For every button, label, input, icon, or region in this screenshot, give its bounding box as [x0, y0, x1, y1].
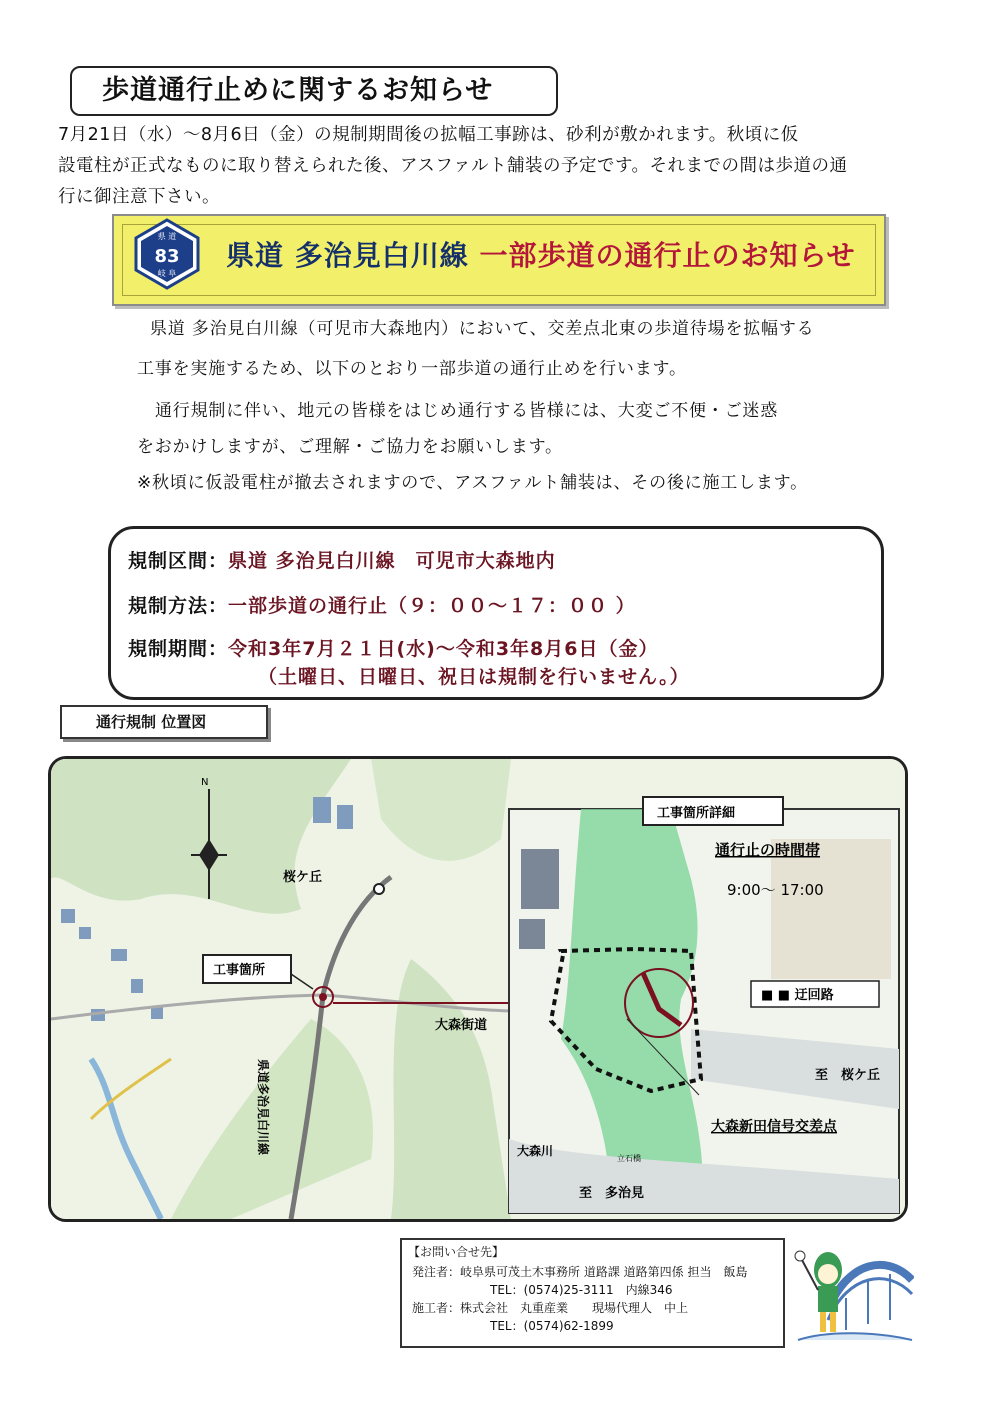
inquiry-orderer-tel: TEL：(0574)25-3111 内線346 — [490, 1283, 673, 1297]
regulation-section-label: 規制区間： — [128, 550, 229, 572]
route-label: 県道多治見白川線 — [256, 1059, 270, 1156]
notice-line: ※秋頃に仮設電柱が撤去されますので、アスファルト舗装は、その後に施工します。 — [137, 473, 808, 493]
regulation-period-label: 規制期間： — [128, 638, 229, 660]
to-tajimi: 至 多治見 — [579, 1186, 645, 1201]
location-map — [48, 756, 908, 1222]
intro-line: 7月21日（水）～8月6日（金）の規制期間後の拡幅工事跡は、砂利が敷かれます。秋頃に仮 — [58, 125, 799, 145]
intro-line: 行に御注意下さい。 — [58, 187, 220, 207]
badge-number: 83 — [154, 246, 180, 267]
regulation-method-label: 規制方法： — [128, 595, 229, 617]
time-value: 9:00～ 17:00 — [727, 881, 824, 899]
regulation-section-value: 県道 多治見白川線 可児市大森地内 — [228, 550, 556, 572]
time-title: 通行止の時間帯 — [715, 841, 821, 859]
notice-banner — [112, 214, 886, 306]
regulation-period-value: 令和3年7月２１日(水)～令和3年8月6日（金） — [228, 638, 659, 660]
map-graphic — [51, 759, 905, 1219]
map-label: 通行規制 位置図 — [60, 705, 268, 739]
regulation-section — [128, 546, 556, 573]
inquiry-contractor: 施工者：株式会社 丸重産業 現場代理人 中上 — [412, 1301, 689, 1315]
inquiry-orderer: 発注者：岐阜県可茂土木事務所 道路課 道路第四係 担当 飯島 — [412, 1265, 748, 1279]
regulation-method-value: 一部歩道の通行止（９：００～１７：００ ） — [228, 595, 636, 617]
inquiry-title: 【お問い合せ先】 — [408, 1245, 505, 1259]
banner-title-route: 県道 多治見白川線 — [226, 239, 480, 272]
intro-line: 設電柱が正式なものに取り替えられた後、アスファルト舗装の予定です。それまでの間は歩道の通 — [58, 156, 848, 176]
notice-line: をおかけしますが、ご理解・ご協力をお願いします。 — [137, 437, 563, 457]
mascot-illustration — [788, 1240, 914, 1350]
inquiry-box — [400, 1238, 785, 1348]
route-83-badge — [132, 218, 202, 290]
banner-title-notice: 一部歩道の通行止のお知らせ — [479, 239, 856, 272]
banner-title — [226, 234, 856, 274]
intro-paragraph — [58, 120, 938, 213]
page-title: 歩道通行止めに関するお知らせ — [70, 66, 558, 116]
detail-title: 工事箇所詳細 — [657, 806, 736, 821]
notice-line: 県道 多治見白川線（可児市大森地内）において、交差点北東の歩道待場を拡幅する — [150, 319, 815, 339]
notice-line: 工事を実施するため、以下のとおり一部歩道の通行止めを行います。 — [137, 359, 687, 379]
inquiry-contractor-tel: TEL：(0574)62-1899 — [490, 1319, 614, 1333]
place-sakuragaoka: 桜ケ丘 — [283, 870, 323, 885]
site-label: 工事箇所 — [213, 963, 266, 978]
detour-legend: ■ ■ 迂回路 — [761, 988, 834, 1003]
small-map-label: 立石橋 — [617, 1154, 641, 1163]
badge-top-text: 県 道 — [157, 232, 177, 241]
regulation-method — [128, 591, 636, 618]
badge-bottom-text: 岐 阜 — [157, 269, 177, 278]
north-label: N — [201, 777, 209, 788]
river-label: 大森川 — [517, 1144, 554, 1158]
intersection-label: 大森新田信号交差点 — [711, 1119, 837, 1135]
detail-inset — [509, 809, 899, 1213]
omori-kaido-label: 大森街道 — [435, 1018, 488, 1033]
regulation-period — [128, 634, 659, 661]
to-sakuragaoka: 至 桜ケ丘 — [815, 1068, 881, 1083]
regulation-period-note: （土曜日、日曜日、祝日は規制を行いません。） — [258, 666, 690, 688]
notice-line: 通行規制に伴い、地元の皆様をはじめ通行する皆様には、大変ご不便・ご迷惑 — [155, 401, 778, 421]
